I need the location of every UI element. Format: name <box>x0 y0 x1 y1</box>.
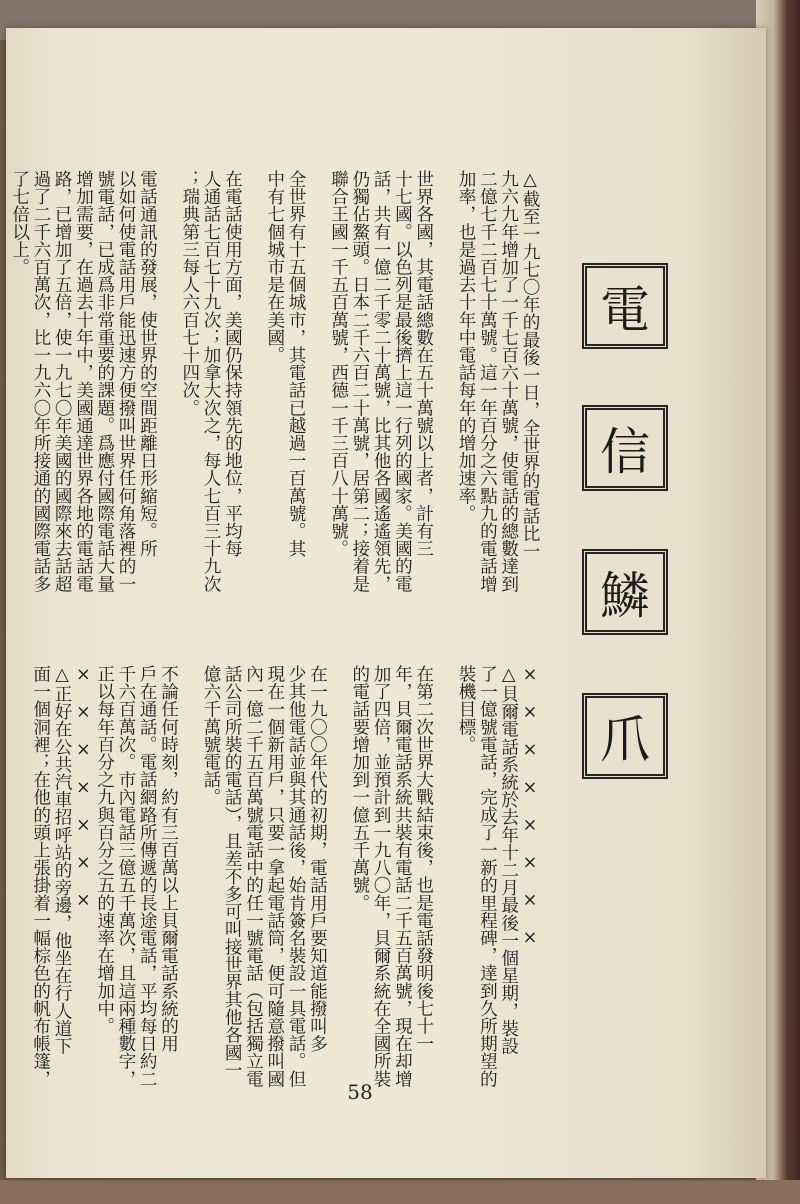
text-line: 了七倍以上。 <box>9 170 30 276</box>
text-line: 聯合王國一千五百萬號，西德一千三百八十萬號。 <box>328 170 349 558</box>
text-line: △截至一九七〇年的最後一日，全世界的電話比一 <box>520 170 540 560</box>
book-cover-edge <box>0 1180 800 1204</box>
title-char-box <box>582 263 668 349</box>
title-char: 鱗 <box>600 567 650 625</box>
text-line: 不論任何時刻，約有三百萬以上貝爾電話系統的用 <box>158 665 179 1053</box>
title-char: 信 <box>600 423 650 481</box>
text-line: 中有七個城市是在美國。 <box>264 170 285 364</box>
text-line: 在一九〇〇年代的初期，電話用戶要知道能撥叫多 <box>307 665 328 1053</box>
text-line: 戶在通話。電話網路所傳遞的長途電話，平均每日約二 <box>137 665 158 1088</box>
text-line: 電話通訊的發展，使世界的空間距離日形縮短。所 <box>137 170 158 558</box>
text-line: 了一億號電話，完成了一新的里程碑，達到久所期望的 <box>477 665 498 1088</box>
text-line: 增加需要，在過去十年中，美國通達世界各地的電話電 <box>73 170 94 593</box>
text-line: 少其他電話並與其通話後，始肯簽名裝設一具電話。但 <box>286 665 307 1088</box>
text-line: △正好在公共汽車招呼站的旁邊，他坐在行人道下 <box>52 665 73 1055</box>
text-line: 以如何使電話用戶能迅速方便撥叫世界任何角落裡的一 <box>116 170 137 593</box>
text-line: 話公司所裝的電話），且差不多可叫接世界其他各國一 <box>222 665 243 1079</box>
lower-article-text <box>30 665 540 1115</box>
text-line: 內一億二千五百萬號電話中的任一號電話（包括獨立電 <box>243 665 264 1088</box>
title-char-box <box>582 693 668 779</box>
title-char-box <box>582 405 668 491</box>
text-line: 面一個洞裡；在他的頭上張掛着一幅棕色的帆布帳篷， <box>30 665 51 1088</box>
text-line: 過了二千六百萬次，比一九六〇年所接通的國際電話多 <box>30 170 51 593</box>
text-line: 加率，也是過去十年中電話每年的增加速率。 <box>456 170 477 522</box>
text-line: × × × × × × × <box>73 665 94 911</box>
title-char: 爪 <box>600 711 650 769</box>
text-line: × × × × × × × × <box>520 665 540 949</box>
title-char-box <box>582 549 668 635</box>
upper-article-text <box>9 170 540 610</box>
text-line: 人通話七百七十九次；加拿大次之，每人七百三十九次 <box>201 170 222 593</box>
page-number: 58 <box>347 1080 373 1104</box>
text-line: △貝爾電話系統於去年十二月最後一個星期，裝設 <box>498 665 519 1055</box>
text-line: 全世界有十五個城市，其電話已越過一百萬號。其 <box>286 170 307 558</box>
text-line: 十七國。以色列是最後擠上這一行列的國家。美國的電 <box>392 170 413 593</box>
text-line: 千六百萬次。市內電話三億五千萬次，且這兩種數字， <box>115 665 136 1088</box>
text-line: ；瑞典第三每人六百七十四次。 <box>179 170 200 417</box>
text-line: 九六九年增加了一千七百六十萬號，使電話的總數達到 <box>498 170 519 593</box>
text-line: 億六千萬號電話。 <box>200 665 221 806</box>
text-line: 加了四倍，並預計到一九八〇年，貝爾系統在全國所裝 <box>371 665 392 1088</box>
text-line: 正以每年百分之九與百分之五的速率在增加中。 <box>94 665 115 1035</box>
text-line: 年，貝爾電話系統共裝有電話二千五百萬號，現在却增 <box>392 665 413 1088</box>
text-line: 在第二次世界大戰結束後，也是電話發明後七十一 <box>413 665 434 1053</box>
text-line: 話，共有一億二千零二十萬號，比其他各國遙遙領先， <box>371 170 392 593</box>
text-line: 現在一個新用戶，只要一拿起電話筒，便可隨意撥叫國 <box>264 665 285 1088</box>
text-line: 裝機目標。 <box>456 665 477 753</box>
text-line: 號電話，已成爲非常重要的課題。爲應付國際電話大量 <box>94 170 115 593</box>
text-line: 的電話要增加到一億五千萬號。 <box>349 665 370 912</box>
text-line: 仍獨佔鰲頭。日本二千六百二十萬號，居第二；接着是 <box>349 170 370 593</box>
text-line: 路，已增加了五倍，使一九七〇年美國的國際來去話超 <box>52 170 73 593</box>
text-line: 在電話使用方面，美國仍保持領先的地位，平均每 <box>222 170 243 558</box>
text-line: 二億七千二百七十萬號。這一年百分之六點九的電話增 <box>477 170 498 593</box>
title-char: 電 <box>600 281 650 339</box>
text-line: 世界各國，其電話總數在五十萬號以上者，計有三 <box>413 170 434 558</box>
